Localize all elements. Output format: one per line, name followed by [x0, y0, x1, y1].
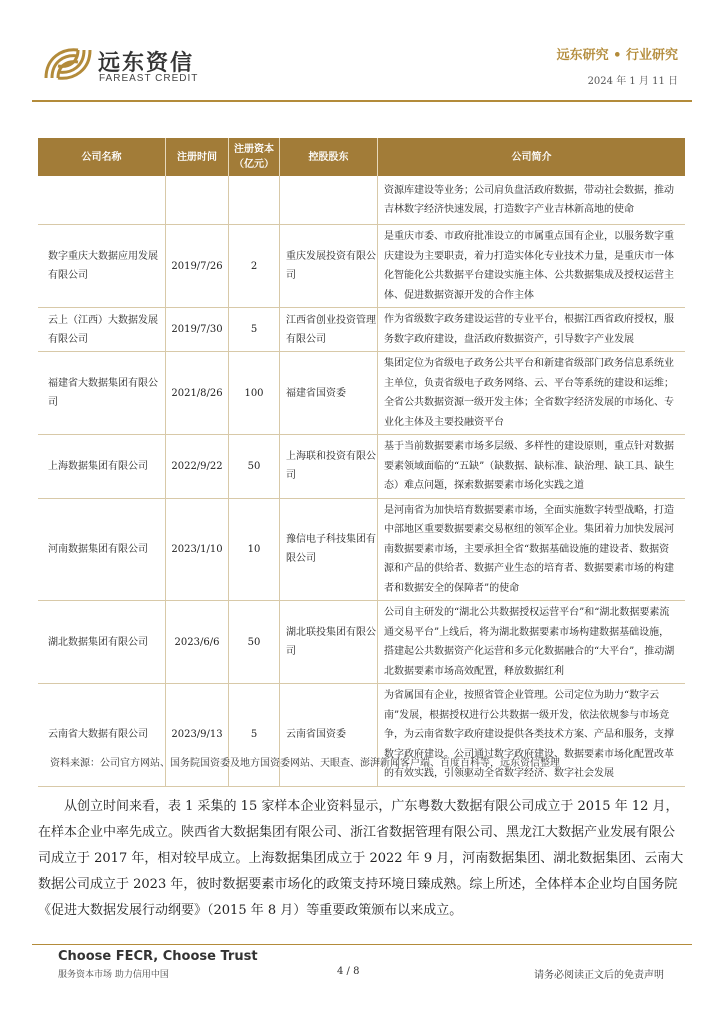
body-paragraph: 从创立时间来看，表 1 采集的 15 家样本企业资料显示，广东粤数大数据有限公司成立于 2015 年 12 月，在样本企业中率先成立。陕西省大数据集团有限公司、浙江省数据管理有限公司、黑龙江大数据产业发展有限公司成立于 2017 年，相对较早成立。上海数据集团成立于 2022 年 9 月，河南数据集团、湖北数据集团、云南大数据公司成立于 2023 年，彼时数据要素市场化的政策支持环境日臻成熟。综上所述，全体样本企业均自国务院《促进大数据发展行动纲要》（2015 年 8 月）等重要政策颁布以来成立。	[38, 799, 684, 918]
intro-cell: 是河南省为加快培育数据要素市场，全面实施数字转型战略，打造中部地区重要数据要素交易枢纽的领军企业。集团着力加快发展河南数据要素市场，主要承担全省“数据基础设施的建设者、数据资源和产品的供给者、数据产业生态的培育者、数据要素市场的构建者和数据安全的保障者”的使命	[378, 498, 686, 601]
table-row	[38, 225, 685, 308]
intro-cell: 作为省级数字政务建设运营的专业平台，根据江西省政府授权，服务数字政府建设，盘活政府数据资产，引导数字产业发展	[378, 308, 686, 352]
table-row	[38, 176, 685, 225]
col-header-date: 注册时间	[166, 138, 229, 176]
col-header-intro: 公司简介	[378, 138, 686, 176]
controlling-holder: 豫信电子科技集团有限公司	[280, 498, 378, 601]
header-divider	[32, 100, 692, 102]
register-date: 2022/9/22	[166, 435, 229, 499]
controlling-holder: 湖北联投集团有限公司	[280, 601, 378, 684]
controlling-holder: 江西省创业投资管理有限公司	[280, 308, 378, 352]
register-capital: 2	[229, 225, 280, 308]
company-name: 上海数据集团有限公司	[38, 435, 166, 499]
intro-cell: 是重庆市委、市政府批准设立的市属重点国有企业，以服务数字重庆建设为主要职责，着力打造实体化专业技术力量，是重庆市一体化智能化公共数据平台建设实施主体、公共数据集成及授权运营主体、促进数据资源开发的合作主体	[378, 225, 686, 308]
register-capital: 100	[229, 352, 280, 435]
intro-cell: 资源库建设等业务；公司肩负盘活政府数据，带动社会数据，推动吉林数字经济快速发展，打造数字产业吉林新高地的使命	[378, 176, 686, 225]
table-row	[38, 498, 685, 601]
table-row	[38, 308, 685, 352]
table-row	[38, 601, 685, 684]
register-date: 2023/9/13	[166, 684, 229, 787]
register-date: 2019/7/30	[166, 308, 229, 352]
table-header-row	[38, 138, 685, 176]
company-name: 福建省大数据集团有限公司	[38, 352, 166, 435]
controlling-holder: 福建省国资委	[280, 352, 378, 435]
register-capital: 10	[229, 498, 280, 601]
footer-slogan: Choose FECR, Choose Trust	[58, 949, 258, 964]
register-capital: 50	[229, 601, 280, 684]
page-header	[0, 0, 724, 100]
intro-cell: 公司自主研发的“湖北公共数据授权运营平台”和“湖北数据要素流通交易平台”上线后，将为湖北数据要素市场构建数据基础设施，搭建起公共数据资产化运营和多元化数据融合的“大平台”，推动湖北数据要素市场高效配置，释放数据红利	[378, 601, 686, 684]
brand-name-en: FAREAST CREDIT	[99, 73, 199, 84]
col-header-holder: 控股股东	[280, 138, 378, 176]
intro-cell: 基于当前数据要素市场多层级、多样性的建设原则，重点针对数据要素领域面临的“五缺”（缺数据、缺标准、缺治理、缺工具、缺生态）难点问题，探索数据要素市场化实践之道	[378, 435, 686, 499]
footer-subslogan: 服务资本市场 助力信用中国	[58, 970, 169, 980]
fareast-logo-icon	[42, 44, 94, 84]
page-number: 4 / 8	[337, 966, 360, 977]
intro-cell: 为省属国有企业，按照省管企业管理。公司定位为助力“数字云南”发展，根据授权进行公共数据一级开发，依法依规参与市场竞争，为云南省数字政府建设提供各类技术方案、产品和服务，支撑数字政府建设。公司通过数字政府建设、数据要素市场化配置改革的有效实践，引领驱动全省数字经济、数字社会发展	[378, 684, 686, 787]
report-date: 2024 年 1 月 11 日	[587, 76, 678, 87]
register-date: 2019/7/26	[166, 225, 229, 308]
company-table	[38, 138, 685, 787]
register-date: 2021/8/26	[166, 352, 229, 435]
register-date: 2023/6/6	[166, 601, 229, 684]
table-row	[38, 684, 685, 787]
report-type: 远东研究 • 行业研究	[556, 48, 678, 63]
col-header-capital: 注册资本 （亿元）	[229, 138, 280, 176]
company-name: 云上（江西）大数据发展有限公司	[38, 308, 166, 352]
controlling-holder: 云南省国资委	[280, 684, 378, 787]
company-name: 数字重庆大数据应用发展有限公司	[38, 225, 166, 308]
register-capital: 50	[229, 435, 280, 499]
register-date: 2023/1/10	[166, 498, 229, 601]
company-name: 云南省大数据有限公司	[38, 684, 166, 787]
table-row	[38, 352, 685, 435]
register-capital: 5	[229, 308, 280, 352]
register-capital: 5	[229, 684, 280, 787]
brand-name: 远东资信	[98, 51, 195, 76]
company-name: 河南数据集团有限公司	[38, 498, 166, 601]
table-row	[38, 435, 685, 499]
disclaimer-note: 请务必阅读正文后的免责声明	[534, 970, 664, 981]
col-header-company: 公司名称	[38, 138, 166, 176]
source-note: 资料来源：公司官方网站、国务院国资委及地方国资委网站、天眼查、澎湃新闻客户端、百度百科等，远东资信整理	[50, 758, 560, 769]
controlling-holder: 重庆发展投资有限公司	[280, 225, 378, 308]
footer-divider	[32, 944, 692, 945]
intro-cell: 集团定位为省级电子政务公共平台和新建省级部门政务信息系统业主单位，负责省级电子政务网络、云、平台等系统的建设和运维；全省公共数据资源一级开发主体；全省数字经济发展的市场化、专业化主体及主要投融资平台	[378, 352, 686, 435]
company-name: 湖北数据集团有限公司	[38, 601, 166, 684]
controlling-holder: 上海联和投资有限公司	[280, 435, 378, 499]
